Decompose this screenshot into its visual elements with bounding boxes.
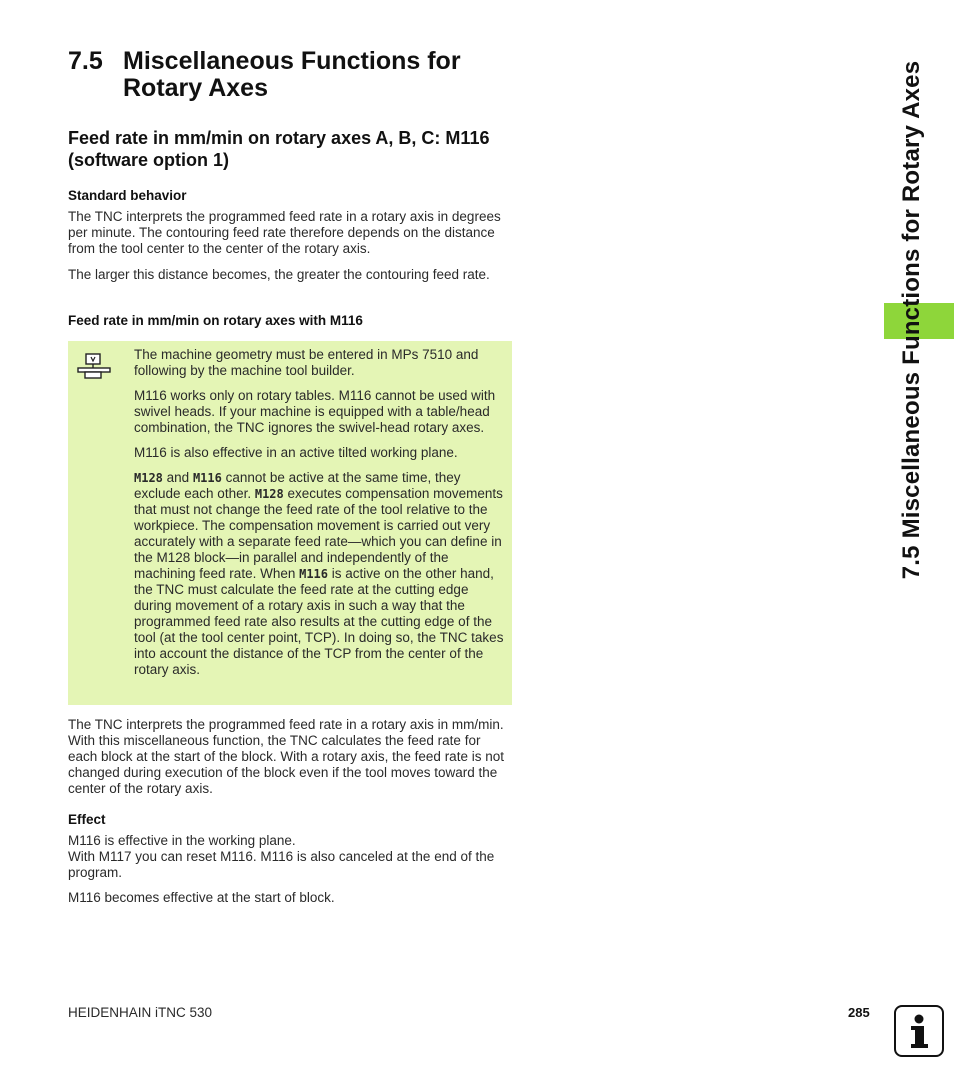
note-p4-c: is active on the other hand, the TNC must calculate the feed rate at the cutting edge during movement of a rotary axis in such a way that the programmed feed rate also results at the cutting edge of the tool (at the tool center point, TCP). In doing so, the TNC takes into account the distance of the TCP from the center of the rotary axis.: [134, 566, 504, 677]
side-chapter-title-text: 7.5 Miscellaneous Functions for Rotary Axes: [898, 60, 925, 580]
machine-note-box: [68, 341, 512, 705]
m116-description: The TNC interprets the programmed feed rate in a rotary axis in mm/min. With this miscellaneous function, the TNC calculates the feed rate for each block at the start of the block. With a rotary axis, the feed rate is not changed during execution of the block even if the tool moves toward the center of the rotary axis.: [68, 717, 504, 796]
note-text: [134, 347, 504, 687]
section-number: 7.5: [68, 47, 103, 75]
note-p4-and: and: [162, 470, 193, 485]
standard-behavior-p2: The larger this distance becomes, the greater the contouring feed rate.: [68, 267, 490, 282]
footer-manual-name: HEIDENHAIN iTNC 530: [68, 1005, 213, 1020]
machine-note-icon: [77, 351, 111, 381]
page-number: 285: [848, 1005, 870, 1020]
note-p4: [134, 470, 504, 678]
section-heading: [68, 48, 461, 102]
standard-behavior-p1: The TNC interprets the programmed feed rate in a rotary axis in degrees per minute. The contouring feed rate therefore depends on the distance from the tool center to the center of the rotary axis.: [68, 209, 501, 256]
code-m116: M116: [299, 567, 328, 581]
section-title-line2: Rotary Axes: [123, 74, 268, 102]
effect-title: Effect: [68, 812, 106, 827]
code-m128: M128: [134, 471, 163, 485]
standard-behavior-title: Standard behavior: [68, 188, 187, 203]
info-icon: [894, 1005, 944, 1057]
code-m116: M116: [192, 471, 222, 485]
section-title-line1: Miscellaneous Functions for: [123, 47, 461, 75]
note-p4-b: executes compensation movements that must not change the feed rate of the tool relative to the workpiece. The compensation movement is carried out very accurately with a separate feed rate—which you can define in the M128 block—in parallel and independently of the machining feed rate. When: [134, 486, 503, 581]
effect-line2: With M117 you can reset M116. M116 is also canceled at the end of the program.: [68, 849, 495, 880]
note-p3: M116 is also effective in an active tilted working plane.: [134, 445, 458, 460]
note-p1: The machine geometry must be entered in MPs 7510 and following by the machine tool builder.: [134, 347, 479, 378]
note-p2: M116 works only on rotary tables. M116 cannot be used with swivel heads. If your machine is equipped with a table/head combination, the TNC ignores the swivel-head rotary axes.: [134, 388, 496, 435]
code-m128: M128: [254, 487, 284, 501]
m116-section-title: Feed rate in mm/min on rotary axes with M116: [68, 313, 363, 328]
subheading: Feed rate in mm/min on rotary axes A, B, C: M116 (software option 1): [68, 128, 490, 170]
note-p4-a: cannot be active at the same time, they exclude each other.: [134, 470, 461, 501]
effect-p2: M116 becomes effective at the start of block.: [68, 890, 335, 905]
effect-line1: M116 is effective in the working plane.: [68, 833, 296, 848]
